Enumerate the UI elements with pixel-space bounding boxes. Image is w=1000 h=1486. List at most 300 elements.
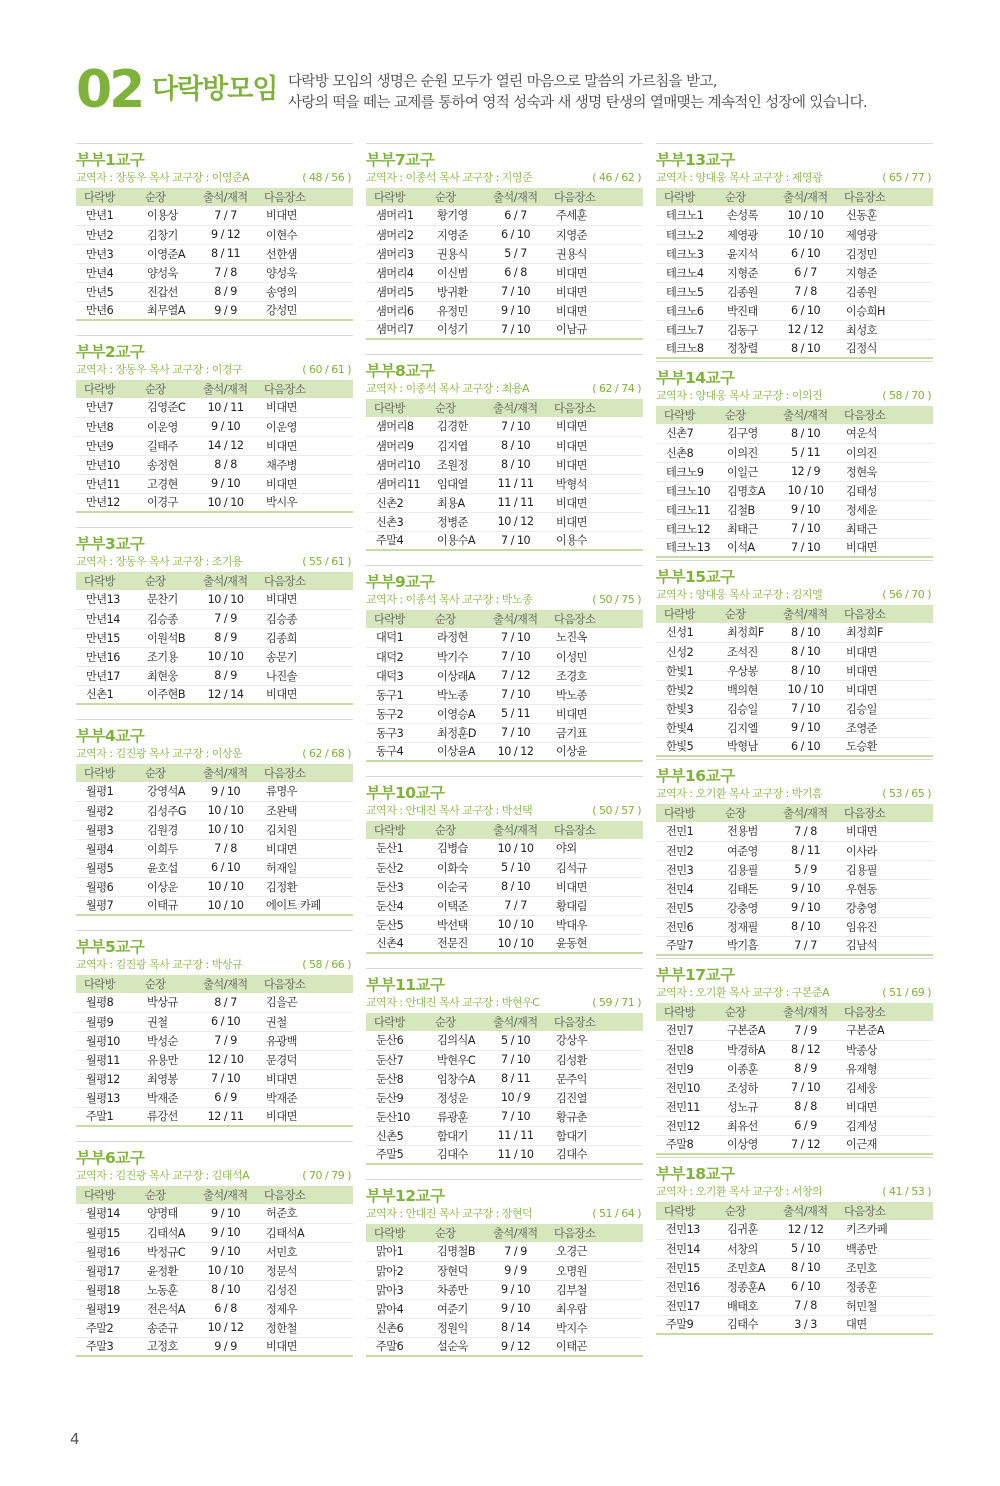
leader-name: 유용만 (146, 1053, 178, 1067)
next-venue: 권용식 (556, 247, 587, 261)
next-venue: 김대수 (556, 1148, 587, 1162)
parish-section (656, 958, 933, 1155)
leader-name: 설순욱 (436, 1340, 468, 1354)
attendance: 8 / 10 (790, 341, 821, 355)
table-row (656, 225, 933, 244)
room-name: 신촌6 (376, 1321, 404, 1335)
room-name: 샘머리10 (376, 458, 421, 472)
parish-section (656, 560, 933, 757)
parish-section (366, 1179, 643, 1357)
column-header: 다락방 (656, 605, 717, 623)
leader-name: 차종만 (436, 1283, 468, 1297)
next-venue: 조완택 (266, 804, 297, 818)
leader-name: 권철 (146, 1015, 168, 1029)
table-row (76, 877, 353, 896)
attendance: 7 / 12 (790, 1137, 821, 1151)
next-venue: 대면 (846, 1318, 867, 1332)
column-middle (366, 143, 643, 1357)
next-venue: 우현동 (846, 882, 877, 896)
attendance: 7 / 10 (500, 419, 531, 433)
next-venue: 나진솔 (266, 669, 297, 683)
parish-title: 부부5교구 (76, 930, 353, 957)
table-row (76, 685, 353, 704)
table-row (366, 436, 643, 455)
attendance: 10 / 10 (787, 228, 824, 241)
next-venue: 비대면 (556, 880, 587, 894)
parish-staff: 교역자 : 이종석 목사 교구장 : 지영준 (366, 171, 533, 184)
attendance: 11 / 11 (497, 496, 534, 509)
table-row (76, 455, 353, 474)
attendance: 7 / 10 (500, 533, 531, 547)
room-name: 맑아1 (376, 1245, 404, 1259)
table-row (366, 1050, 643, 1069)
attendance: 8 / 10 (790, 664, 821, 677)
parish-attendance-count: ( 60 / 61 ) (302, 363, 351, 376)
table-row (76, 436, 353, 455)
next-venue: 비대면 (266, 439, 297, 453)
table-row (76, 801, 353, 820)
room-name: 테크노7 (666, 323, 704, 337)
next-venue: 키즈카페 (846, 1223, 888, 1237)
next-venue: 유광백 (266, 1034, 297, 1048)
room-name: 신촌4 (376, 937, 404, 951)
column-header: 다음장소 (546, 1013, 643, 1031)
leader-name: 전문진 (436, 937, 468, 951)
attendance: 6 / 10 (210, 861, 241, 874)
parish-section (366, 776, 643, 954)
parish-staff: 교역자 : 장동우 목사 교구장 : 이영준A (76, 171, 250, 184)
table-row (656, 500, 933, 519)
parish-title: 부부11교구 (366, 968, 643, 995)
next-venue: 비대면 (846, 825, 877, 839)
next-venue: 박시우 (266, 496, 297, 510)
next-venue: 최우람 (556, 1302, 587, 1316)
parish-title: 부부12교구 (366, 1179, 643, 1206)
leader-name: 류광훈 (436, 1110, 468, 1124)
next-venue: 양성욱 (266, 266, 297, 280)
table-row (76, 1337, 353, 1356)
group-table (366, 188, 643, 340)
parish-staff: 교역자 : 이종석 목사 교구장 : 최용A (366, 382, 530, 395)
room-name: 샘머리4 (376, 266, 414, 280)
leader-name: 성노규 (726, 1100, 758, 1114)
parish-info (366, 803, 643, 821)
next-venue: 김종희 (266, 631, 297, 645)
room-name: 만년11 (86, 477, 120, 491)
attendance: 10 / 10 (497, 936, 534, 950)
next-venue: 조민호 (846, 1261, 877, 1275)
attendance: 6 / 10 (790, 739, 821, 753)
room-name: 둔산8 (376, 1072, 404, 1086)
table-row (366, 263, 643, 282)
leader-name: 최영봉 (146, 1072, 178, 1086)
table-row (76, 1318, 353, 1337)
table-row (366, 1126, 643, 1145)
table-row (656, 1059, 933, 1078)
column-header: 다락방 (656, 406, 717, 424)
leader-name: 정종훈A (726, 1280, 766, 1294)
leader-name: 여준기 (436, 1302, 468, 1316)
room-name: 둔산10 (376, 1110, 410, 1124)
leader-name: 김명호A (726, 484, 766, 498)
column-header: 출석/재적 (775, 1003, 836, 1021)
table-row (76, 1299, 353, 1318)
next-venue: 김남석 (846, 939, 877, 953)
column-header: 순장 (717, 188, 775, 206)
table-row (366, 320, 643, 339)
room-name: 전민14 (666, 1242, 700, 1256)
parish-attendance-count: ( 41 / 53 ) (882, 1185, 931, 1198)
room-name: 월평11 (86, 1053, 120, 1067)
column-header: 순장 (427, 1013, 485, 1031)
section-number: 02 (76, 60, 143, 120)
leader-name: 윤호섭 (146, 861, 178, 875)
attendance: 5 / 7 (504, 247, 527, 260)
room-name: 테크노2 (666, 228, 704, 242)
table-row (366, 244, 643, 263)
column-header: 출석/재적 (195, 380, 256, 398)
attendance: 7 / 10 (790, 1081, 821, 1094)
parish-staff: 교역자 : 오기환 목사 교구장 : 서창의 (656, 1185, 823, 1198)
room-name: 한빛2 (666, 683, 694, 697)
room-name: 신촌5 (376, 1129, 404, 1143)
leader-name: 양성욱 (146, 266, 178, 280)
column-header: 다음장소 (546, 821, 643, 839)
leader-name: 고경현 (146, 477, 178, 491)
parish-section (76, 930, 353, 1127)
column-header: 출석/재적 (195, 975, 256, 993)
leader-name: 김병습 (436, 842, 468, 856)
parish-info (76, 554, 353, 572)
leader-name: 방귀환 (436, 285, 468, 299)
leader-name: 김영준C (146, 401, 186, 415)
room-name: 신성2 (666, 645, 694, 659)
column-header: 다락방 (656, 1003, 717, 1021)
column-header: 순장 (137, 188, 195, 206)
table-row (366, 1031, 643, 1050)
group-table (656, 406, 933, 558)
next-venue: 박형석 (556, 477, 587, 491)
table-row (656, 1116, 933, 1135)
table-row (76, 1107, 353, 1126)
parish-info (656, 1184, 933, 1202)
group-table (76, 572, 353, 705)
attendance: 12 / 11 (207, 1109, 244, 1123)
table-row (656, 1135, 933, 1154)
attendance: 8 / 11 (500, 1072, 531, 1085)
column-header: 다음장소 (256, 188, 353, 206)
room-name: 만년12 (86, 496, 120, 510)
next-venue: 비대면 (846, 664, 877, 678)
attendance: 7 / 9 (504, 1244, 527, 1258)
group-table (76, 764, 353, 916)
parish-info (76, 362, 353, 380)
room-name: 월평1 (86, 785, 114, 799)
attendance: 10 / 10 (787, 683, 824, 696)
room-name: 대덕2 (376, 650, 404, 664)
column-header: 순장 (717, 406, 775, 424)
room-name: 둔산2 (376, 861, 404, 875)
table-row (76, 282, 353, 301)
parish-staff: 교역자 : 오기환 목사 교구장 : 구본준A (656, 986, 830, 999)
attendance: 7 / 10 (790, 522, 821, 535)
leader-name: 조민호A (726, 1261, 766, 1275)
next-venue: 이상윤 (556, 745, 587, 759)
attendance: 9 / 10 (790, 721, 821, 734)
parish-info (366, 995, 643, 1013)
room-name: 전민12 (666, 1119, 700, 1133)
room-name: 월평5 (86, 861, 114, 875)
next-venue: 신동훈 (846, 209, 877, 223)
column-header: 다락방 (76, 572, 137, 590)
room-name: 전민16 (666, 1280, 700, 1294)
table-row (76, 1261, 353, 1280)
room-name: 동구4 (376, 745, 404, 759)
next-venue: 박종상 (846, 1043, 877, 1057)
attendance: 8 / 10 (790, 1261, 821, 1274)
leader-name: 고정호 (146, 1340, 178, 1354)
leader-name: 임창수A (436, 1072, 476, 1086)
leader-name: 이운영 (146, 420, 178, 434)
room-name: 샘머리8 (376, 420, 414, 434)
room-name: 테크노11 (666, 503, 711, 517)
table-row (656, 339, 933, 358)
table-row (366, 628, 643, 647)
table-row (656, 1296, 933, 1315)
leader-name: 제영광 (726, 228, 758, 242)
attendance: 9 / 12 (210, 228, 241, 241)
leader-name: 김철B (726, 503, 755, 517)
room-name: 주말9 (666, 1318, 694, 1332)
column-header: 출석/재적 (775, 804, 836, 822)
attendance: 7 / 8 (794, 1299, 817, 1312)
room-name: 월평7 (86, 899, 114, 913)
parish-staff: 교역자 : 안대진 목사 교구장 : 장현덕 (366, 1207, 533, 1220)
leader-name: 이순국 (436, 880, 468, 894)
attendance: 10 / 11 (207, 400, 244, 414)
leader-name: 이용상 (146, 209, 178, 223)
attendance: 10 / 10 (207, 823, 244, 836)
table-row (366, 1145, 643, 1164)
attendance: 9 / 10 (500, 1302, 531, 1315)
column-header: 출석/재적 (485, 1013, 546, 1031)
attendance: 14 / 12 (207, 439, 244, 452)
leader-name: 이희두 (146, 842, 178, 856)
attendance: 9 / 9 (214, 303, 237, 317)
leader-name: 이영준A (146, 247, 186, 261)
parish-title: 부부13교구 (656, 143, 933, 170)
group-table (76, 975, 353, 1127)
attendance: 7 / 8 (794, 285, 817, 298)
attendance: 7 / 10 (500, 285, 531, 298)
table-row (76, 647, 353, 666)
parish-section (656, 1157, 933, 1335)
column-header: 다락방 (76, 188, 137, 206)
parish-title: 부부16교구 (656, 759, 933, 786)
parish-staff: 교역자 : 오기환 목사 교구장 : 박기흠 (656, 787, 823, 800)
table-row (656, 879, 933, 898)
room-name: 만년10 (86, 458, 120, 472)
table-row (76, 493, 353, 512)
room-name: 전민15 (666, 1261, 700, 1275)
table-row (366, 301, 643, 320)
attendance: 11 / 11 (497, 477, 534, 490)
parish-info (366, 170, 643, 188)
attendance: 7 / 12 (500, 669, 531, 682)
attendance: 8 / 10 (500, 439, 531, 452)
parish-staff: 교역자 : 김진광 목사 교구장 : 김태석A (76, 1169, 250, 1182)
table-row (656, 538, 933, 557)
room-name: 대덕3 (376, 669, 404, 683)
table-row (366, 858, 643, 877)
table-row (76, 1050, 353, 1069)
table-row (76, 417, 353, 436)
table-row (656, 481, 933, 500)
next-venue: 정한철 (266, 1321, 297, 1335)
next-venue: 함대기 (556, 1129, 587, 1143)
room-name: 전민11 (666, 1100, 700, 1114)
table-row (366, 647, 643, 666)
table-row (656, 282, 933, 301)
next-venue: 비대면 (266, 688, 297, 702)
table-row (76, 609, 353, 628)
attendance: 9 / 10 (210, 1206, 241, 1220)
table-row (366, 493, 643, 512)
room-name: 월평13 (86, 1091, 120, 1105)
next-venue: 이의진 (846, 446, 877, 460)
next-venue: 김승일 (846, 702, 877, 716)
parish-title: 부부18교구 (656, 1157, 933, 1184)
leader-name: 이일근 (726, 465, 758, 479)
attendance: 11 / 11 (497, 1129, 534, 1142)
leader-name: 함대기 (436, 1129, 468, 1143)
room-name: 동구1 (376, 688, 404, 702)
attendance: 7 / 10 (790, 540, 821, 554)
next-venue: 이사라 (846, 844, 877, 858)
table-row (656, 1097, 933, 1116)
leader-name: 양명태 (146, 1207, 178, 1221)
attendance: 8 / 10 (790, 625, 821, 639)
leader-name: 김용필 (726, 863, 758, 877)
room-name: 주말4 (376, 534, 404, 548)
next-venue: 비대면 (556, 304, 587, 318)
attendance: 11 / 10 (497, 1147, 534, 1161)
column-header: 다음장소 (836, 1202, 933, 1220)
table-row (76, 628, 353, 647)
attendance: 6 / 10 (790, 304, 821, 317)
attendance: 10 / 10 (207, 1264, 244, 1277)
leader-name: 전용범 (726, 825, 758, 839)
attendance: 8 / 11 (210, 247, 241, 260)
room-name: 둔산9 (376, 1091, 404, 1105)
room-name: 전민9 (666, 1062, 694, 1076)
room-name: 만년14 (86, 612, 120, 626)
leader-name: 김종원 (726, 285, 758, 299)
attendance: 8 / 12 (790, 1043, 821, 1056)
next-venue: 김진열 (556, 1091, 587, 1105)
table-row (656, 936, 933, 955)
section-title: 다락방모임 (152, 74, 278, 105)
next-venue: 비대면 (556, 266, 587, 280)
next-venue: 구본준A (846, 1024, 885, 1038)
column-header: 순장 (137, 764, 195, 782)
column-header: 다락방 (656, 1202, 717, 1220)
next-venue: 비대면 (266, 1340, 297, 1354)
attendance: 8 / 7 (214, 995, 237, 1009)
leader-name: 이원석B (146, 631, 186, 645)
column-header: 출석/재적 (485, 399, 546, 417)
leader-name: 박선택 (436, 918, 468, 932)
parish-staff: 교역자 : 안대진 목사 교구장 : 박현우C (366, 996, 540, 1009)
column-header: 출석/재적 (195, 1186, 256, 1204)
attendance: 10 / 10 (207, 650, 244, 663)
attendance: 6 / 7 (504, 208, 527, 222)
parish-staff: 교역자 : 안대진 목사 교구장 : 박선택 (366, 804, 533, 817)
parish-section (76, 143, 353, 321)
leader-name: 김지엽 (436, 439, 468, 453)
room-name: 한빛3 (666, 702, 694, 716)
leader-name: 박성순 (146, 1034, 178, 1048)
leader-name: 이상래A (436, 669, 476, 683)
next-venue: 비대면 (846, 683, 877, 697)
column-header: 출석/재적 (485, 1224, 546, 1242)
leader-name: 손성록 (726, 209, 758, 223)
room-name: 테크노12 (666, 522, 711, 536)
next-venue: 강성민 (266, 304, 297, 318)
room-name: 전민6 (666, 920, 694, 934)
attendance: 5 / 10 (790, 1242, 821, 1255)
leader-name: 김대수 (436, 1148, 468, 1162)
next-venue: 박대우 (556, 918, 587, 932)
leader-name: 박진태 (726, 304, 758, 318)
room-name: 주말8 (666, 1138, 694, 1152)
attendance: 8 / 8 (214, 458, 237, 471)
next-venue: 윤동현 (556, 937, 587, 951)
room-name: 만년9 (86, 439, 114, 453)
next-venue: 비대면 (266, 1110, 297, 1124)
leader-name: 이영승A (436, 707, 476, 721)
column-header: 다음장소 (836, 1003, 933, 1021)
leader-name: 이경구 (146, 496, 178, 510)
room-name: 테크노6 (666, 304, 704, 318)
table-row (76, 1031, 353, 1050)
attendance: 10 / 10 (207, 592, 244, 606)
attendance: 7 / 10 (210, 1072, 241, 1085)
parish-section (656, 143, 933, 359)
parish-attendance-count: ( 50 / 57 ) (592, 804, 641, 817)
group-table (656, 804, 933, 956)
room-name: 만년1 (86, 209, 114, 223)
table-row (656, 462, 933, 481)
column-header: 다음장소 (546, 188, 643, 206)
next-venue: 지형준 (846, 266, 877, 280)
attendance: 6 / 10 (500, 228, 531, 241)
parish-title: 부부14교구 (656, 361, 933, 388)
table-row (366, 1069, 643, 1088)
next-venue: 김치원 (266, 823, 297, 837)
leader-name: 이신범 (436, 266, 468, 280)
room-name: 둔산6 (376, 1034, 404, 1048)
room-name: 월평9 (86, 1015, 114, 1029)
parish-title: 부부9교구 (366, 565, 643, 592)
leader-name: 여준영 (726, 844, 758, 858)
table-row (366, 417, 643, 436)
next-venue: 정현욱 (846, 465, 877, 479)
table-row (76, 225, 353, 244)
room-name: 동구2 (376, 707, 404, 721)
room-name: 월평19 (86, 1302, 120, 1316)
attendance: 9 / 10 (210, 784, 241, 798)
